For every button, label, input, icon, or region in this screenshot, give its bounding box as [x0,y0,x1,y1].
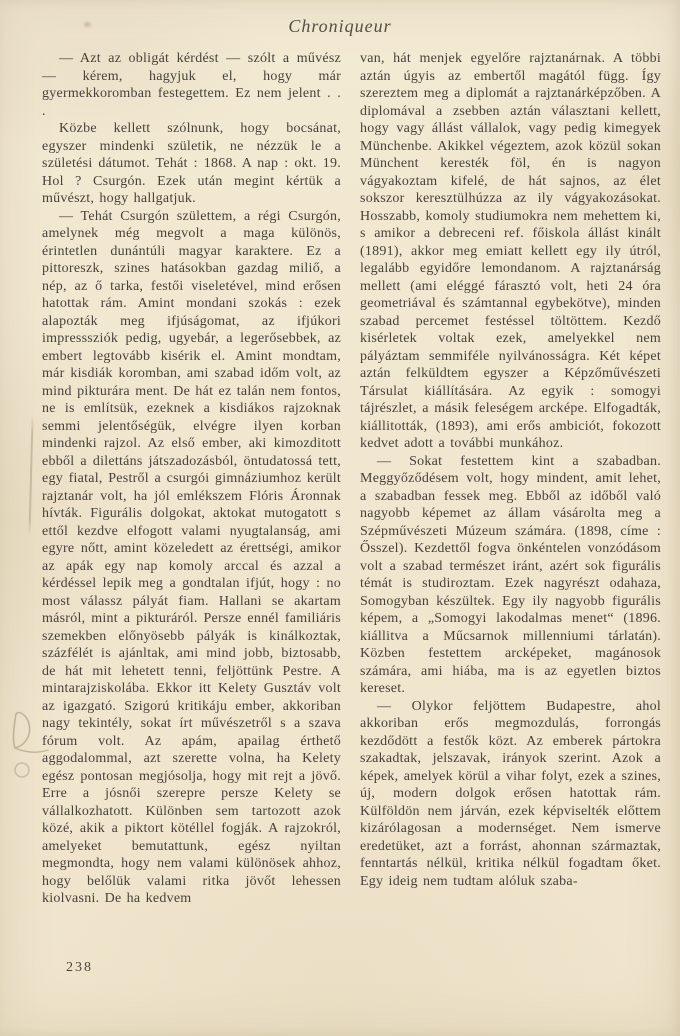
running-head: Chroniqueur [288,16,392,36]
paragraph: Közbe kellett szólnunk, hogy bocsánat, egyszer mindenki születik, ne nézzük le a születési dátumot. Tehát : 1868. A nap : okt. 19. Hol ? Csurgón. Ezek után megint kértük a művészt, hogy hallgatjuk. [42,121,341,206]
paragraph: van, hát menjek egyelőre rajztanárnak. A többi aztán úgyis az embertől magától függ. Így szereztem meg a diplomát a rajztanárképzőben. A diplomával a zsebben aztán választani kellett, hogy vagy állást vállalok, vagy pedig kimegyek Münchenbe. Akikkel végeztem, azok közül sokan Münchent keresték föl, én is nagyon vágyakoztam kifelé, de hát sajnos, az élet sokszor keresztülhúzza az ily vágyakozásokat. Hosszabb, komoly studiumokra nem mehettem ki, s amikor a debreceni ref. főiskola állást kinált (1891), akkor meg emiatt kellett egy ily útról, legalább egyidőre lemondanom. A rajztanárság mellett (ami eléggé fárasztó volt, heti 24 óra geometriával és számtannal egybekötve), minden szabad percemet festéssel töltöttem. Kezdő kisérletek voltak ezek, amelyekkel nem pályáztam semmiféle nyilvánosságra. Két képet aztán felküldtem egyszer a Képzőművészeti Társulat kiállítására. Az egyik : somogyi tájrészlet, a másik feleségem arcképe. Elfogadták, kiállitották, (1893), ami erős ambiciót, fokozott kedvet adott a további munkához. [360,51,661,451]
text-columns [42,50,661,908]
page-number: 238 [66,960,93,975]
paragraph: — Sokat festettem kint a szabadban. Meggyőződésem volt, hogy mindent, amit lehet, a szabadban fessek meg. Ebből az időből való nagyobb képemet az állam vásárolta meg a Szépművészeti Múzeum számára. (1898, címe : Ősszel). Kezdettől fogva önkéntelen vonzódásom volt a szabad természet iránt, azért sok figurális témát is studiroztam. Ezek nagyrészt odahaza, Somogyban készültek. Egy ily nagyobb figurális képem, a „Somogyi lakodalmas menet“ (1896. kiállitva a Műcsarnok millenniumi tárlatán). Közben festettem arcképeket, magánosok számára, ami hiába, ma is az egyetlen biztos kereset. [360,453,661,696]
right-column [360,50,661,908]
left-column [42,50,341,908]
pencil-margin-line [28,415,33,537]
paragraph: — Olykor feljöttem Budapestre, ahol akkoriban erős megmozdulás, forrongás kezdődött a festők közt. Az emberek pártokra szakadtak, jelszavak, irányok szerint. Azok a képek, amelyek körül a vihar folyt, ezek a szines, új, modern dolgok erősen hatottak rám. Külföldön nem járván, ezek képviselték előttem kizárólagosan a modernséget. Nem ismerve eredetüket, azt a forrást, ahonnan származtak, fenntartás nélkül, kritika nélkül fogadtam őket. Egy ideig nem tudtam alóluk szaba- [360,698,661,889]
paragraph: — Azt az obligát kérdést — szólt a művész — kérem, hagyjuk el, hogy már gyermekkoromban festegettem. Ez nem jelent . . . [42,51,341,119]
paragraph: — Tehát Csurgón születtem, a régi Csurgón, amelynek még megvolt a maga különös, érintetlen dunántúli magyar karaktere. Ez a pittoreszk, szines hatásokban gazdag miliő, a nép, az ő tarka, festői viseletével, mind erősen hatottak rám. Amint mondani szokás : ezek alapozták meg ifjúságomat, az ifjúkori impresssziók pedig, ugyebár, a legerősebbek, az embert legtovább kisérik el. Amint mondtam, már kisdiák koromban, ami szabad időm volt, az mind pikturára ment. De hát ez talán nem fontos, ne is említsük, ezeknek a kisdiákos rajzoknak semmi jelentőségük, elvégre ilyen korban mindenki rajzol. Az első ember, aki kimozditott ebből a dilettáns játszadozásból, öntudatossá tett, egy fiatal, Pestről a csurgói gimnáziumhoz került rajztanár volt, ha jól emlékszem Flóris Áronnak hívták. Figurális dolgokat, aktokat mutogatott s ettől kezdve elfogott valami nyugtalanság, ami egyre nőtt, amint közeledett az érettségi, amikor az apák egy nap komoly arccal és azzal a kérdéssel lepik meg a gondtalan ifjút, hogy : no most válassz pályát fiam. Hallani se akartam másról, mint a pikturáról. Persze ennél familiáris szemekben előnyösebb pályák is kinálkoztak, százfélét is ajánltak, ami mind jobb, biztosabb, de hát mit lehetett tenni, feljöttünk Pestre. A mintarajziskolába. Ekkor itt Kelety Gusztáv volt az igazgató. Szigorú kritikáju ember, akkoriban nagy tekintély, sokat írt művészetről s a szava fórum volt. Az apám, apailag érthető aggodalommal, azt szerette volna, ha Kelety egész pontosan megjósolja, hogy mit rejt a jövő. Erre a jósnői szerepre persze Kelety se vállalkozhatott. Különben sem tartozott azok közé, akik a piktort kötéllel fogják. A rajzokról, amelyeket bemutattunk, egész nyiltan megmondta, hogy nem valami különösek ahhoz, hogy belőlük valami ritka jövőt lehessen kiolvasni. De ha kedvem [42,208,341,906]
